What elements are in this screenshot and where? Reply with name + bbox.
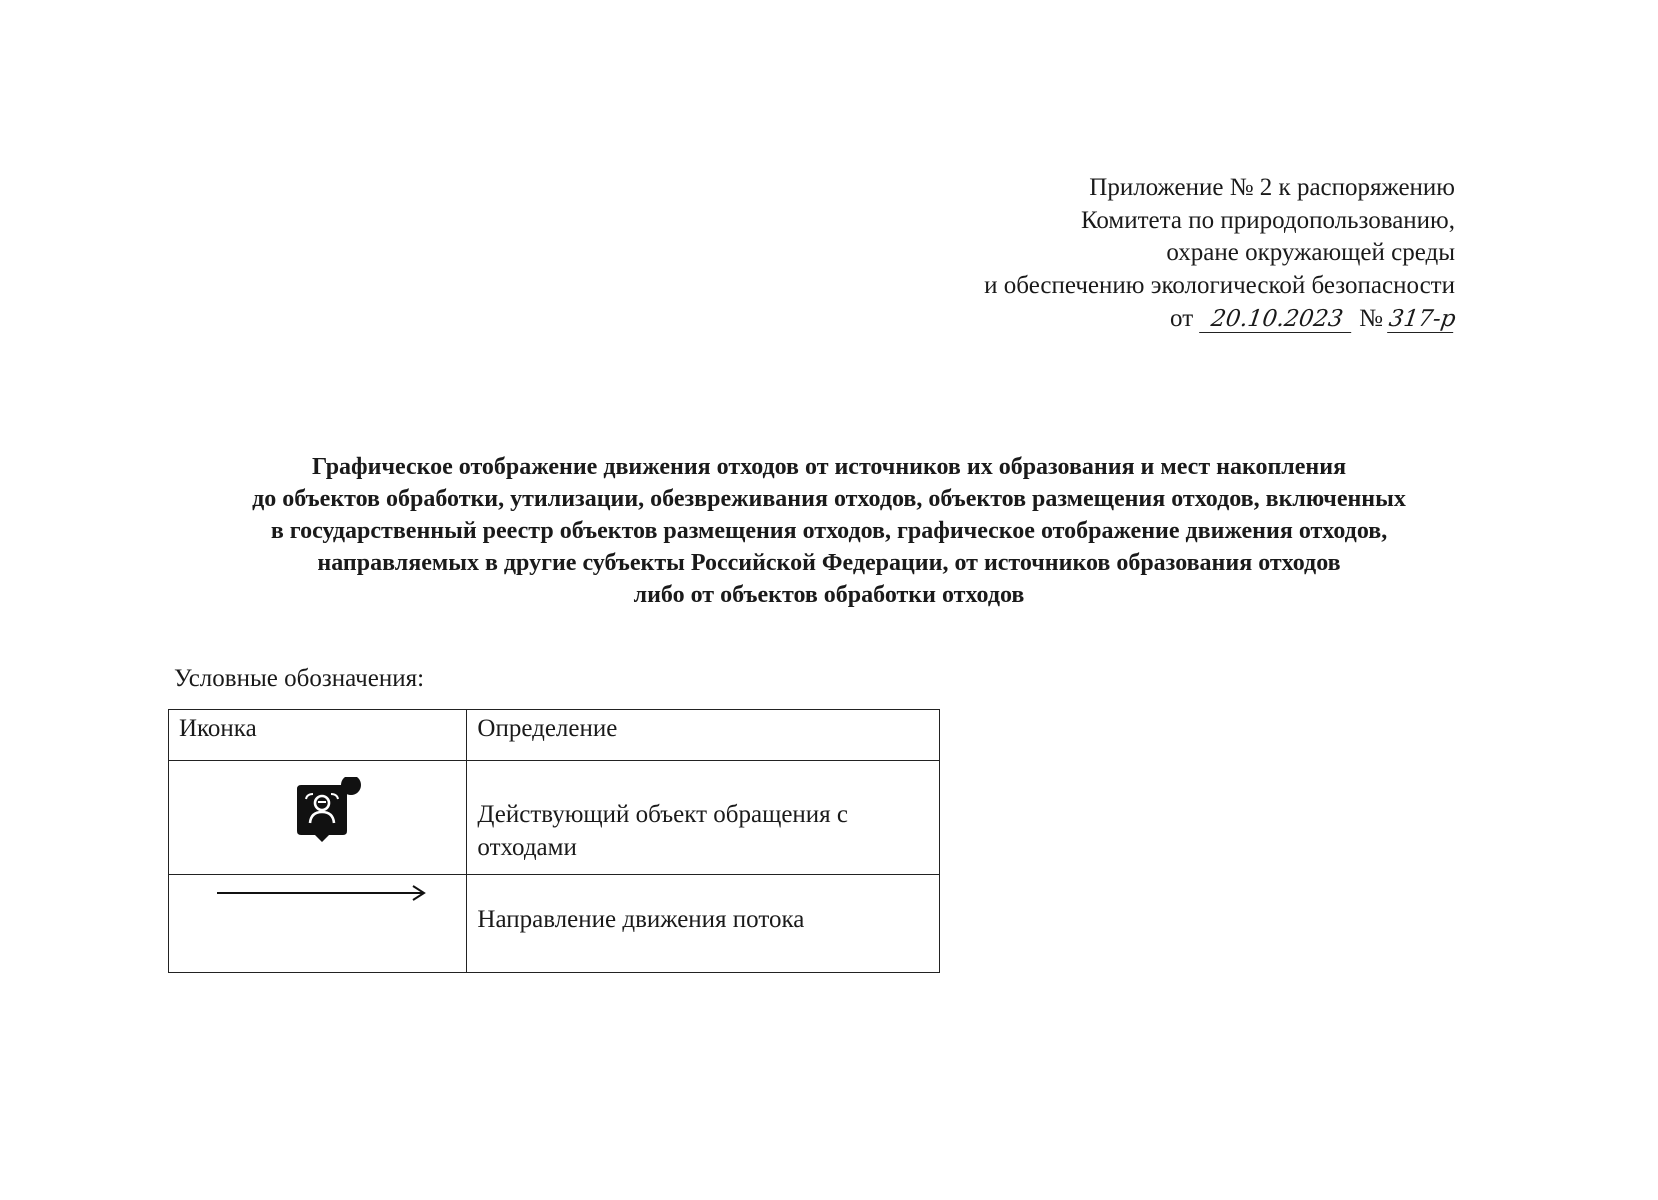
document-title bbox=[130, 451, 1528, 611]
legend-icon-cell bbox=[169, 761, 467, 875]
appendix-date-number bbox=[835, 303, 1458, 336]
appendix-line-1: Приложение № 2 к распоряжению bbox=[1089, 174, 1455, 201]
legend-definition-flow: Направление движения потока bbox=[467, 875, 940, 973]
title-line-3: в государственный реестр объектов размещения отходов, графическое отображение движения отходов, bbox=[270, 518, 1388, 544]
flow-arrow-icon bbox=[217, 883, 427, 903]
title-line-5: либо от объектов обработки отходов bbox=[633, 582, 1025, 608]
appendix-line-2: Комитета по природопользованию, bbox=[1080, 206, 1455, 234]
legend-icon-cell bbox=[169, 875, 467, 973]
facility-marker-icon bbox=[291, 777, 363, 845]
header-definition: Определение bbox=[467, 710, 940, 761]
legend-definition-facility: Действующий объект обращения с отходами bbox=[467, 761, 940, 875]
legend-label: Условные обозначения: bbox=[174, 665, 425, 692]
legend-row bbox=[169, 761, 940, 875]
appendix-line-4: и обеспечению экологической безопасности bbox=[984, 271, 1455, 299]
title-line-1: Графическое отображение движения отходов от источников их образования и мест накопления bbox=[311, 454, 1347, 480]
handwritten-date: 20.10.2023 bbox=[1199, 306, 1355, 333]
title-line-2: до объектов обработки, утилизации, обезвреживания отходов, объектов размещения отходов, включенных bbox=[252, 486, 1406, 512]
title-line-4: направляемых в другие субъекты Российской Федерации, от источников образования отходов bbox=[317, 550, 1341, 576]
legend-header-row bbox=[169, 710, 940, 761]
handwritten-number: 317-р bbox=[1387, 306, 1458, 332]
appendix-header bbox=[835, 172, 1458, 336]
appendix-line-3: охране окружающей среды bbox=[1166, 239, 1455, 266]
header-icon: Иконка bbox=[169, 710, 467, 761]
number-prefix: № bbox=[1359, 305, 1383, 332]
date-prefix: от bbox=[1170, 305, 1194, 332]
legend-table bbox=[168, 709, 940, 973]
legend-row bbox=[169, 875, 940, 973]
